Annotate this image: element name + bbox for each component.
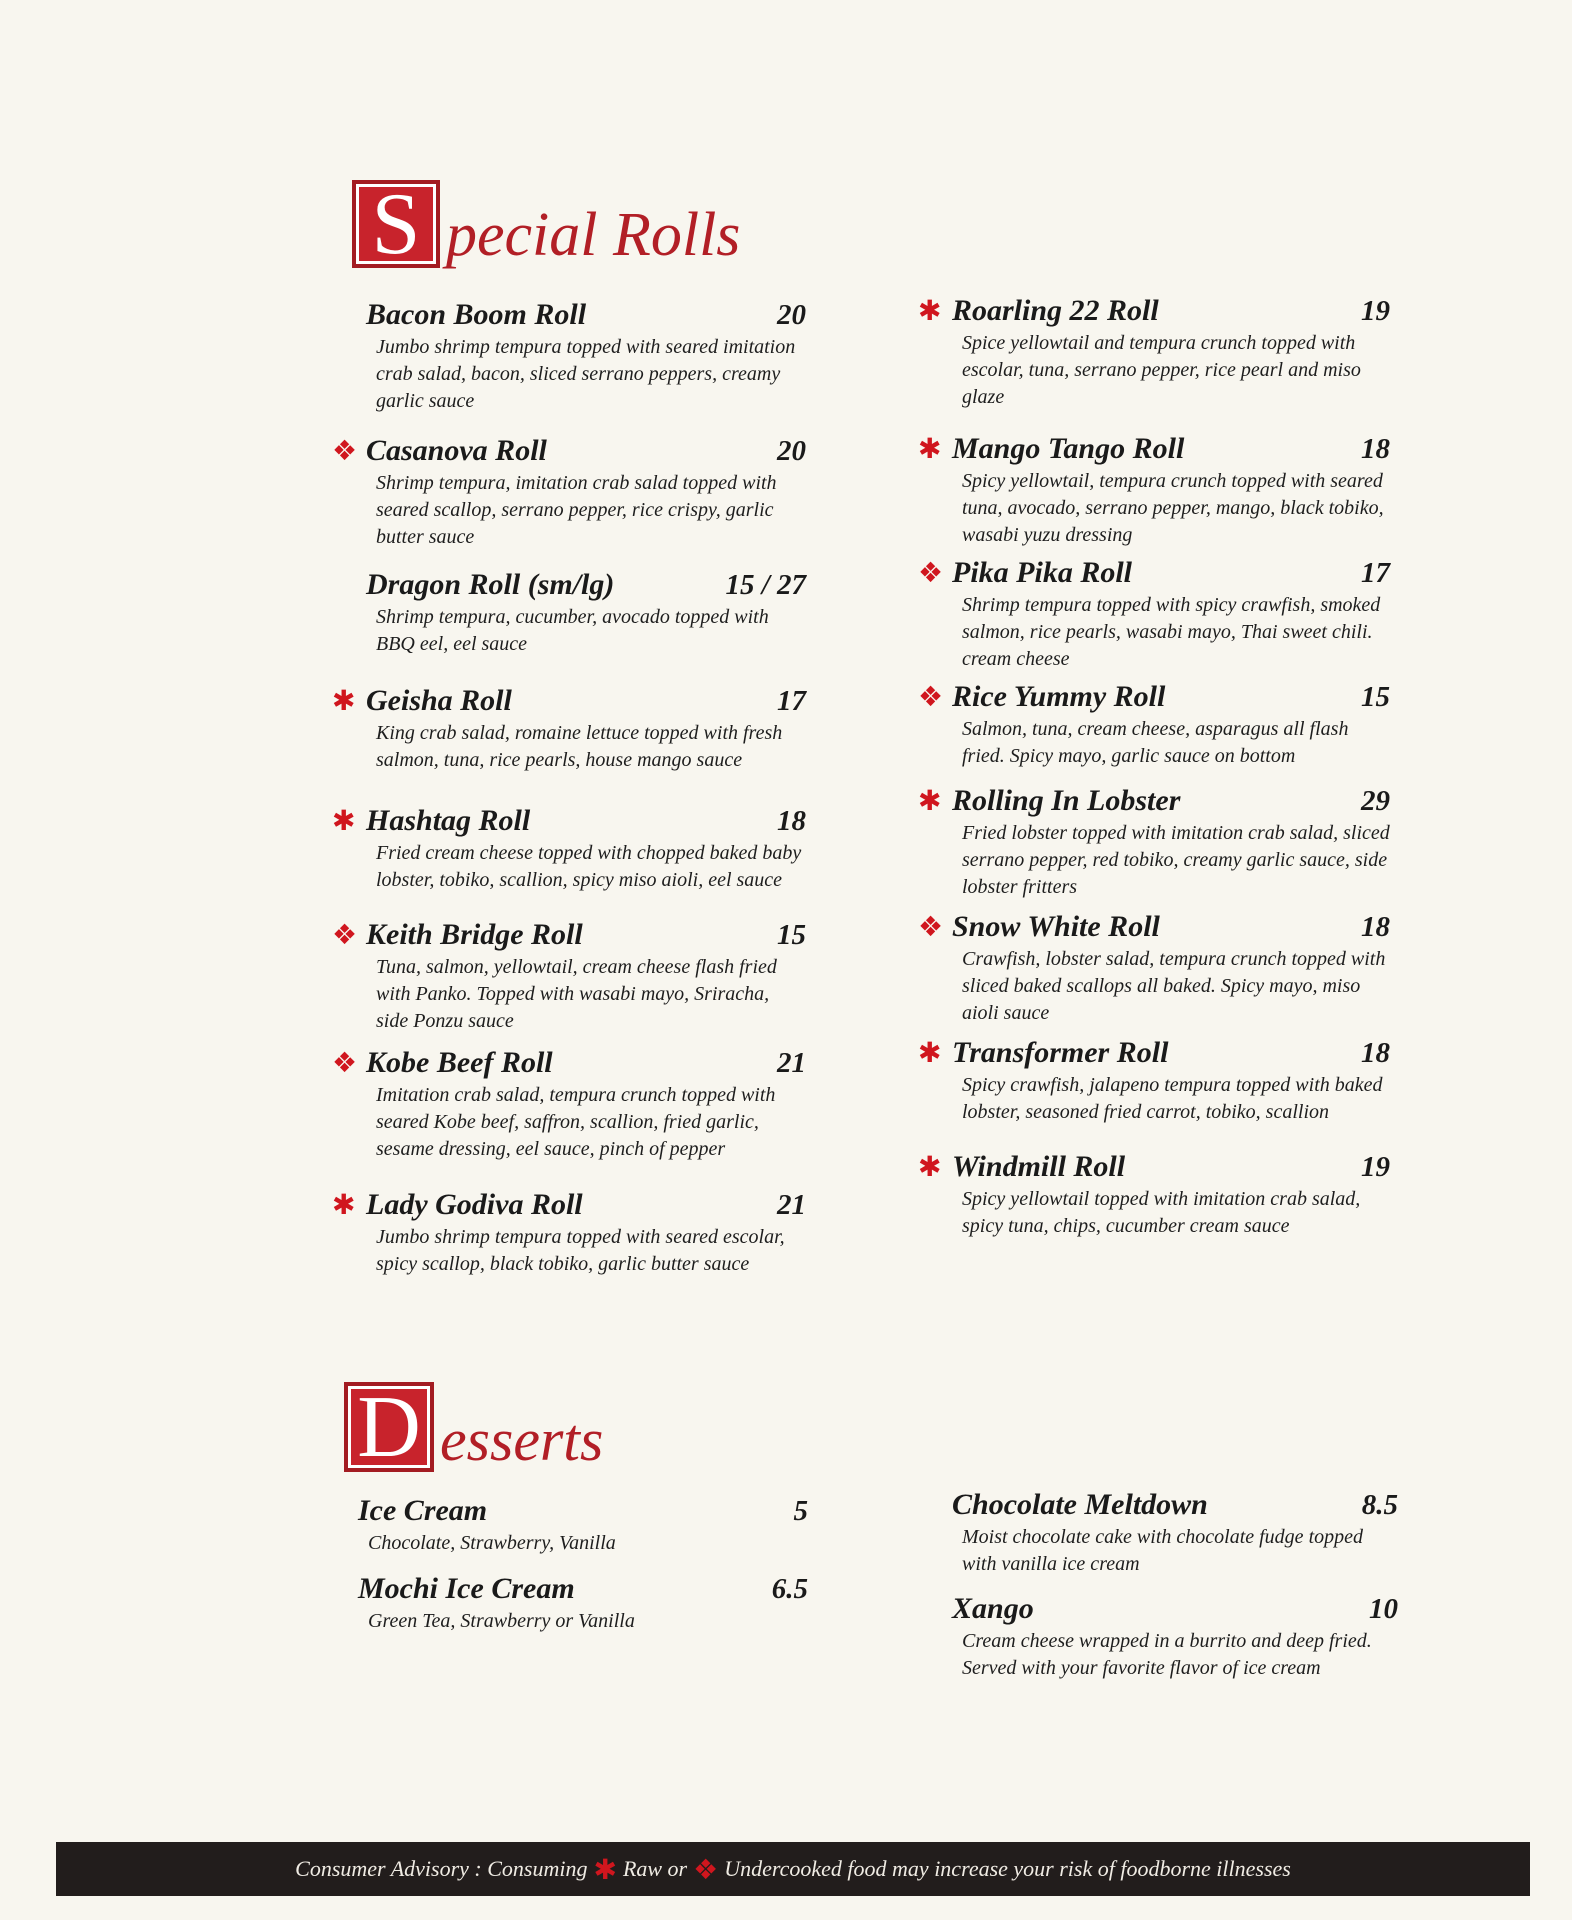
item-price: 17: [1361, 557, 1390, 589]
item-description: Spicy yellowtail topped with imitation crab salad, spicy tuna, chips, cucumber cream sauce: [962, 1188, 1361, 1237]
item-name: Transformer Roll: [952, 1036, 1169, 1069]
item-description: Green Tea, Strawberry or Vanilla: [368, 1610, 635, 1632]
desserts-title-text: esserts: [440, 1407, 604, 1473]
undercooked-marker-icon: ❖: [332, 1046, 358, 1079]
item-description: Moist chocolate cake with chocolate fudge topped with vanilla ice cream: [962, 1526, 1363, 1575]
item-name: Casanova Roll: [366, 434, 547, 467]
menu-item: [918, 294, 1390, 411]
item-price: 19: [1361, 1151, 1390, 1183]
item-description: Tuna, salmon, yellowtail, cream cheese flash fried with Panko. Topped with wasabi mayo, Sriracha, side Ponzu sauce: [376, 956, 777, 1032]
item-price: 20: [777, 435, 806, 467]
dessert-item: [358, 1572, 808, 1635]
item-price: 18: [777, 805, 806, 837]
special-rolls-title-text: pecial Rolls: [446, 201, 741, 269]
item-name: Mochi Ice Cream: [358, 1572, 575, 1605]
item-name: Xango: [952, 1592, 1034, 1625]
menu-item: [366, 298, 806, 415]
item-description: Shrimp tempura, imitation crab salad topped with seared scallop, serrano pepper, rice crispy, garlic butter sauce: [376, 472, 777, 548]
item-name: Hashtag Roll: [366, 804, 531, 837]
desserts-heading: [344, 1378, 604, 1476]
special-rolls-drop-cap: S: [352, 180, 440, 268]
menu-item: [332, 684, 806, 774]
menu-item: [918, 1036, 1390, 1126]
consumer-advisory-text: [295, 1853, 1291, 1886]
raw-marker-icon: ✱: [918, 1150, 942, 1183]
raw-marker-icon: ✱: [918, 294, 942, 327]
item-description: Spice yellowtail and tempura crunch topped with escolar, tuna, serrano pepper, rice pearl and miso glaze: [962, 332, 1361, 408]
dessert-item: [952, 1488, 1398, 1578]
undercooked-marker-icon: ❖: [918, 556, 944, 589]
menu-item: [332, 1188, 806, 1278]
special-rolls-heading: [352, 175, 741, 273]
menu-item: [366, 568, 806, 658]
item-name: Mango Tango Roll: [952, 432, 1185, 465]
advisory-part-3: Undercooked food may increase your risk of foodborne illnesses: [724, 1856, 1291, 1881]
item-price: 18: [1361, 911, 1390, 943]
item-description: King crab salad, romaine lettuce topped with fresh salmon, tuna, rice pearls, house mango sauce: [376, 722, 783, 771]
raw-marker-icon: ✱: [918, 784, 942, 817]
item-name: Dragon Roll (sm/lg): [366, 568, 615, 601]
menu-item: [332, 1046, 806, 1163]
item-description: Shrimp tempura, cucumber, avocado topped with BBQ eel, eel sauce: [376, 606, 769, 655]
desserts-drop-cap: D: [344, 1382, 434, 1472]
raw-marker-icon: ✱: [332, 1188, 356, 1221]
item-price: 8.5: [1361, 1489, 1398, 1521]
menu-item: [332, 804, 806, 894]
item-price: 21: [777, 1047, 806, 1079]
item-price: 18: [1361, 1037, 1390, 1069]
item-name: Kobe Beef Roll: [366, 1046, 553, 1079]
advisory-part-2: Raw or: [622, 1856, 688, 1881]
item-name: Ice Cream: [358, 1494, 488, 1527]
item-price: 15 / 27: [725, 569, 806, 601]
item-price: 29: [1361, 785, 1390, 817]
item-price: 15: [777, 919, 806, 951]
item-price: 17: [777, 685, 806, 717]
undercooked-marker-icon: ❖: [332, 434, 358, 467]
raw-marker-icon: ✱: [593, 1852, 617, 1886]
item-name: Chocolate Meltdown: [952, 1488, 1208, 1521]
raw-marker-icon: ✱: [918, 1036, 942, 1069]
item-name: Bacon Boom Roll: [366, 298, 587, 331]
menu-item: [918, 784, 1390, 901]
item-description: Spicy crawfish, jalapeno tempura topped with baked lobster, seasoned fried carrot, tobiko, scallion: [962, 1074, 1383, 1123]
item-name: Keith Bridge Roll: [366, 918, 583, 951]
undercooked-marker-icon: ❖: [693, 1852, 719, 1886]
item-description: Shrimp tempura topped with spicy crawfish, smoked salmon, rice pearls, wasabi mayo, Thai sweet chili. cream cheese: [962, 594, 1381, 670]
item-description: Imitation crab salad, tempura crunch topped with seared Kobe beef, saffron, scallion, fried garlic, sesame dressing, eel sauce, pinch of pepper: [376, 1084, 776, 1160]
raw-marker-icon: ✱: [332, 684, 356, 717]
item-description: Salmon, tuna, cream cheese, asparagus all flash fried. Spicy mayo, garlic sauce on bottom: [962, 718, 1349, 767]
item-price: 18: [1361, 433, 1390, 465]
menu-item: [918, 1150, 1390, 1240]
item-description: Fried lobster topped with imitation crab salad, sliced serrano pepper, red tobiko, creamy garlic sauce, side lobster fritters: [962, 822, 1390, 898]
undercooked-marker-icon: ❖: [918, 680, 944, 713]
menu-item: [332, 918, 806, 1035]
item-price: 15: [1361, 681, 1390, 713]
item-description: Crawfish, lobster salad, tempura crunch topped with sliced baked scallops all baked. Spicy mayo, miso aioli sauce: [962, 948, 1386, 1024]
raw-marker-icon: ✱: [332, 804, 356, 837]
item-price: 6.5: [771, 1573, 808, 1605]
item-description: Jumbo shrimp tempura topped with seared imitation crab salad, bacon, sliced serrano peppers, creamy garlic sauce: [376, 336, 796, 412]
undercooked-marker-icon: ❖: [918, 910, 944, 943]
menu-item: [918, 680, 1390, 770]
menu-item: [918, 556, 1390, 673]
item-name: Lady Godiva Roll: [366, 1188, 583, 1221]
item-name: Rolling In Lobster: [952, 784, 1181, 817]
consumer-advisory-bar: [56, 1842, 1530, 1896]
item-price: 5: [793, 1495, 808, 1527]
raw-marker-icon: ✱: [918, 432, 942, 465]
item-description: Cream cheese wrapped in a burrito and deep fried. Served with your favorite flavor of ice cream: [962, 1630, 1372, 1679]
dessert-item: [358, 1494, 808, 1557]
dessert-item: [952, 1592, 1398, 1682]
item-price: 10: [1369, 1593, 1398, 1625]
item-price: 20: [777, 299, 806, 331]
menu-item: [918, 432, 1390, 549]
item-price: 19: [1361, 295, 1390, 327]
item-price: 21: [777, 1189, 806, 1221]
item-name: Windmill Roll: [952, 1150, 1126, 1183]
item-name: Roarling 22 Roll: [952, 294, 1159, 327]
item-description: Spicy yellowtail, tempura crunch topped with seared tuna, avocado, serrano pepper, mango, black tobiko, wasabi yuzu dressing: [962, 470, 1384, 546]
item-name: Snow White Roll: [952, 910, 1160, 943]
menu-item: [332, 434, 806, 551]
item-name: Geisha Roll: [366, 684, 512, 717]
undercooked-marker-icon: ❖: [332, 918, 358, 951]
item-name: Pika Pika Roll: [952, 556, 1132, 589]
menu-item: [918, 910, 1390, 1027]
item-description: Fried cream cheese topped with chopped baked baby lobster, tobiko, scallion, spicy miso aioli, eel sauce: [376, 842, 802, 891]
item-name: Rice Yummy Roll: [952, 680, 1166, 713]
item-description: Jumbo shrimp tempura topped with seared escolar, spicy scallop, black tobiko, garlic butter sauce: [376, 1226, 785, 1275]
item-description: Chocolate, Strawberry, Vanilla: [368, 1532, 616, 1554]
advisory-part-1: Consumer Advisory : Consuming: [295, 1856, 588, 1881]
